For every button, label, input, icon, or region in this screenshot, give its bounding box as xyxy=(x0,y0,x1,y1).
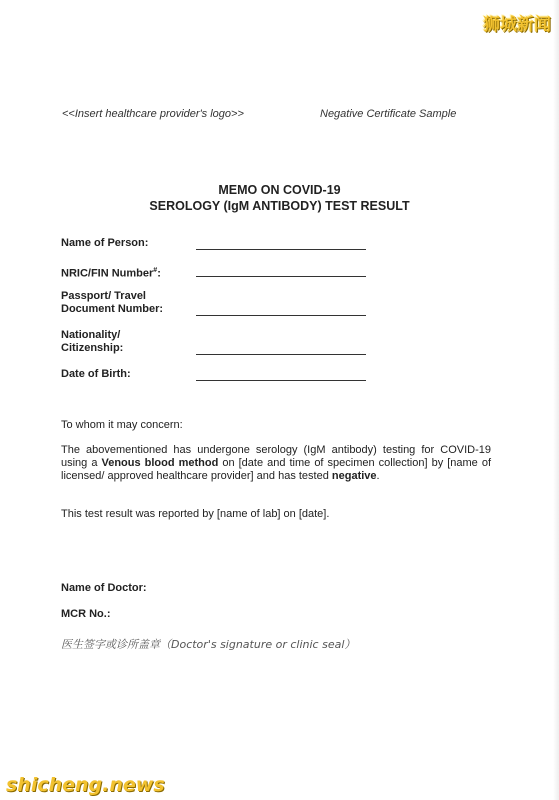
nationality-field[interactable] xyxy=(196,354,366,355)
passport-label xyxy=(61,290,163,316)
date-of-birth-field[interactable] xyxy=(196,380,366,381)
passport-field[interactable] xyxy=(196,315,366,316)
nric-fin-field[interactable] xyxy=(196,276,366,277)
nationality-label-line1: Nationality/ xyxy=(61,329,121,341)
nric-fin-label xyxy=(61,264,161,281)
memo-title-line1: MEMO ON COVID-19 xyxy=(218,183,341,197)
name-of-person-field[interactable] xyxy=(196,249,366,250)
result-paragraph xyxy=(61,444,491,483)
report-paragraph: This test result was reported by [name of lab] on [date]. xyxy=(61,508,330,520)
name-of-person-label: Name of Person: xyxy=(61,237,149,249)
signature-note-zh: 医生签字或诊所盖章 xyxy=(61,638,160,651)
result-text-c: on [date and time of specimen collection] by [name of licensed/ approved healthcare provider] and has tested xyxy=(61,457,491,482)
watermark-logo-top: 狮城新闻 xyxy=(483,15,551,35)
result-text-a: The abovementioned has undergone serology (IgM antibody) testing for COVID-19 using a xyxy=(61,444,491,469)
watermark-site-bottom: shicheng.news xyxy=(6,774,165,796)
nric-fin-text: NRIC/FIN Number xyxy=(61,267,154,280)
negative-result-text: negative xyxy=(331,470,377,482)
memo-title-line2: SEROLOGY (IgM ANTIBODY) TEST RESULT xyxy=(149,199,410,213)
nationality-label xyxy=(61,329,123,355)
doctor-name-label: Name of Doctor: xyxy=(61,582,147,594)
signature-note-en: （Doctor's signature or clinic seal） xyxy=(160,638,356,651)
passport-label-line2: Document Number: xyxy=(61,303,164,315)
method-text: Venous blood method xyxy=(101,457,219,469)
nationality-label-line2: Citizenship: xyxy=(61,342,124,354)
logo-placeholder: <<Insert healthcare provider's logo>> xyxy=(62,108,244,120)
nric-fin-colon: : xyxy=(157,267,161,280)
passport-label-line1: Passport/ Travel xyxy=(61,290,146,302)
signature-note xyxy=(61,636,355,652)
mcr-number-label: MCR No.: xyxy=(61,608,111,620)
greeting-text: To whom it may concern: xyxy=(61,419,183,431)
date-of-birth-label: Date of Birth: xyxy=(61,368,131,380)
nric-fin-footnote-mark: # xyxy=(153,267,158,274)
result-text-e: . xyxy=(376,470,380,482)
certificate-label: Negative Certificate Sample xyxy=(320,108,457,120)
page-edge-shadow xyxy=(553,0,559,800)
